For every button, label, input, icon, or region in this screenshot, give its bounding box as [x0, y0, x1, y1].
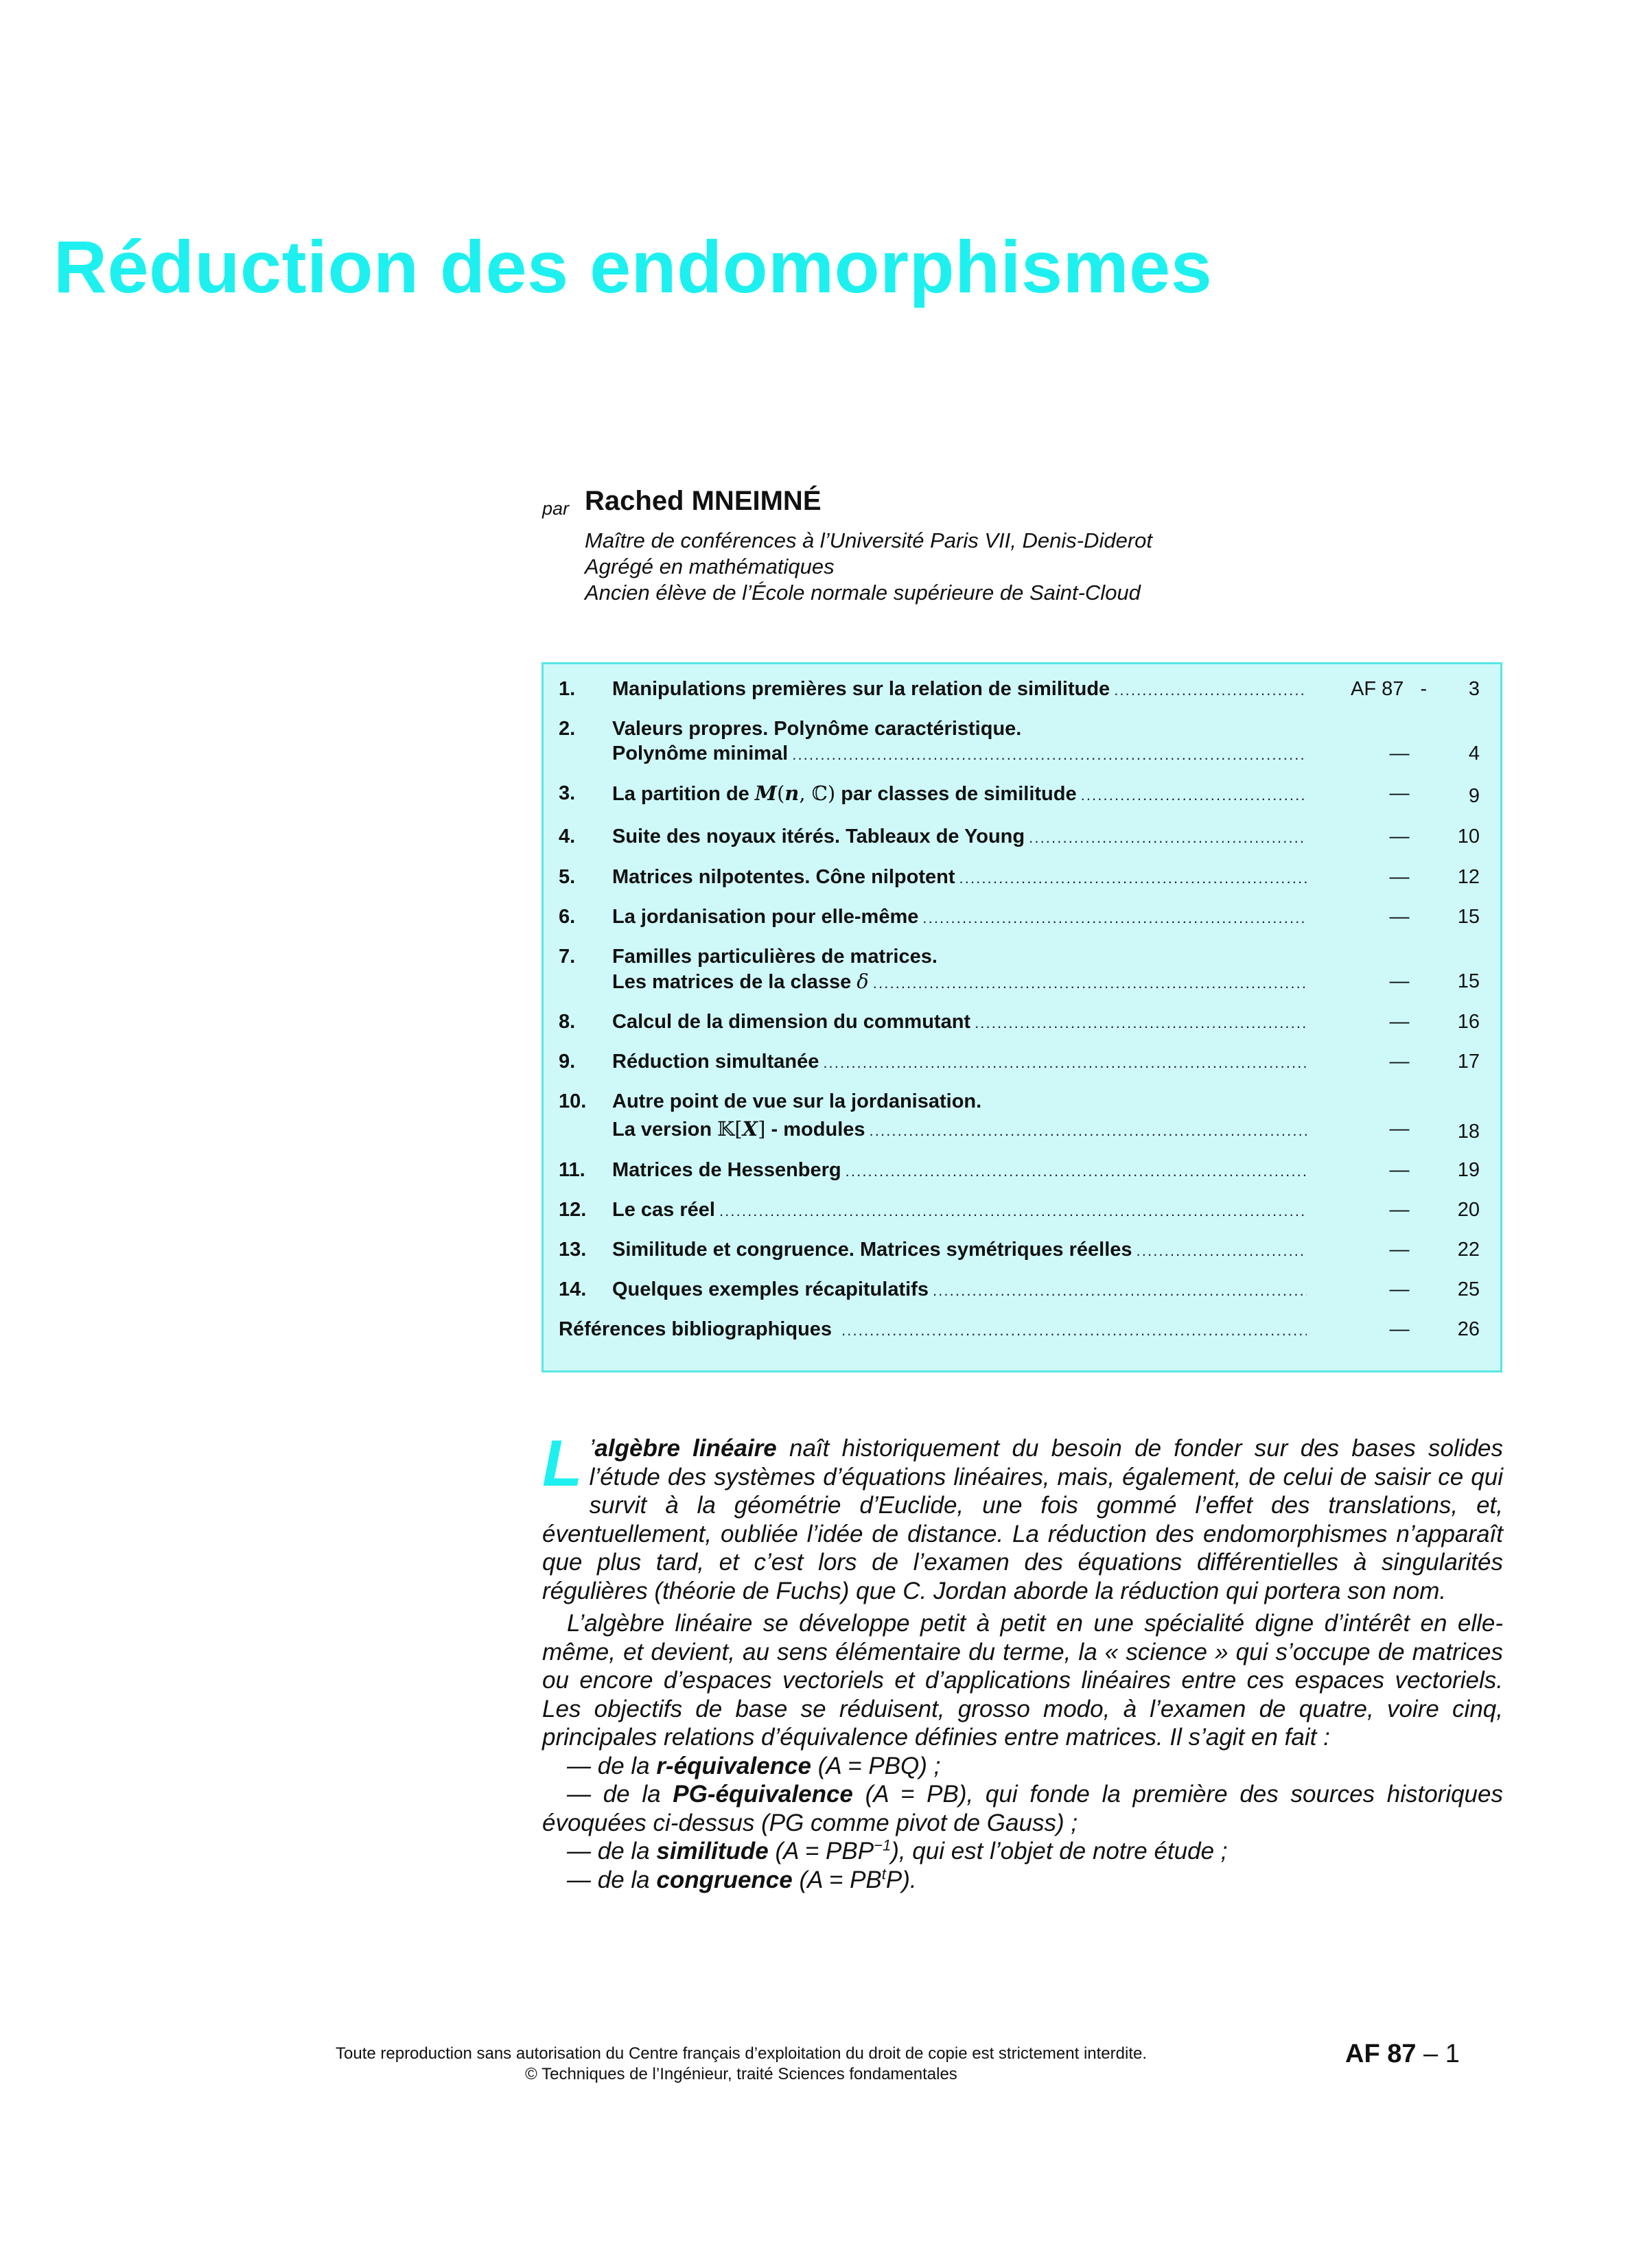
- toc-title: Polynôme minimal: [612, 743, 789, 764]
- toc-ref-dash: —: [1389, 1239, 1410, 1261]
- toc-dot-leader: [873, 971, 1307, 996]
- toc-title: Le cas réel: [612, 1199, 715, 1221]
- toc-ref-code: AF 87 -: [1351, 678, 1428, 700]
- copyright-line: Toute reproduction sans autorisation du Centre français d’exploitation du droit de copie est strictement interdite.: [336, 2044, 1147, 2063]
- toc-dot-leader: [933, 1278, 1307, 1303]
- toc-dot-leader: [1029, 826, 1307, 850]
- toc-title: Quelques exemples récapitulatifs: [612, 1278, 929, 1300]
- toc-number: 2.: [559, 718, 576, 740]
- toc-number: 10.: [559, 1090, 587, 1112]
- toc-dot-leader: [959, 866, 1307, 891]
- toc-page: 26: [1457, 1318, 1480, 1340]
- toc-title-line1: Familles particulières de matrices.: [612, 946, 938, 968]
- toc-ref-dash: —: [1389, 1199, 1410, 1221]
- toc-title-line1: Autre point de vue sur la jordanisation.: [612, 1090, 982, 1112]
- paragraph: L’algèbre linéaire se développe petit à petit en une spécialité digne d’intérêt en elle-même, et devient, au sens élémentaire du terme, la « science » qui s’occupe de matrices ou encore d’espaces vectoriels et d’applications linéaires entre ces espaces vectoriels. Les objectifs de base se réduisent, grosso modo, à l’examen de quatre, voire cinq, principales relations d’équivalence définies entre matrices. Il s’agit en fait :: [542, 1610, 1503, 1751]
- page-number-value: 1: [1445, 2039, 1460, 2068]
- toc-ref-dash: —: [1389, 970, 1410, 992]
- toc-number: 13.: [559, 1239, 587, 1261]
- toc-dot-leader: [823, 1051, 1307, 1075]
- toc-number: 8.: [559, 1011, 576, 1033]
- toc-number: 12.: [559, 1199, 587, 1221]
- toc-number: 9.: [559, 1051, 576, 1073]
- toc-title: La partition de M(n, ℂ) par classes de similitude: [612, 782, 1077, 805]
- toc-ref-dash: —: [1389, 826, 1410, 847]
- toc-title: La version 𝕂[X] - modules: [612, 1117, 865, 1141]
- toc-number: 14.: [559, 1278, 587, 1300]
- toc-title: Les matrices de la classe δ: [612, 970, 869, 993]
- toc-title: Réduction simultanée: [612, 1051, 819, 1073]
- toc-title: Suite des noyaux itérés. Tableaux de Young: [612, 826, 1025, 847]
- toc-ref-dash: —: [1389, 1118, 1410, 1140]
- toc-dot-leader: [841, 1318, 1307, 1343]
- toc-number: 6.: [559, 906, 576, 928]
- toc-title: Références bibliographiques: [559, 1318, 833, 1340]
- list-item: — de la PG-équivalence (A = PB), qui fonde la première des sources historiques évoquées ci-dessus (PG comme pivot de Gauss) ;: [542, 1781, 1503, 1836]
- author-affiliation: Ancien élève de l’École normale supérieure de Saint-Cloud: [585, 581, 1141, 605]
- toc-page: 3: [1468, 678, 1480, 700]
- toc-ref-dash: —: [1389, 1011, 1410, 1033]
- page-title: Réduction des endomorphismes: [54, 225, 1213, 308]
- toc-page: 19: [1457, 1159, 1480, 1181]
- toc-title: Matrices de Hessenberg: [612, 1159, 841, 1181]
- toc-title: Matrices nilpotentes. Cône nilpotent: [612, 866, 955, 888]
- toc-dot-leader: [922, 906, 1307, 931]
- toc-number: 4.: [559, 826, 576, 847]
- toc-title: Similitude et congruence. Matrices symétriques réelles: [612, 1239, 1132, 1261]
- author-affiliation: Agrégé en mathématiques: [585, 554, 835, 578]
- toc-page: 16: [1457, 1011, 1480, 1033]
- toc-number: 3.: [559, 782, 576, 804]
- toc-page: 10: [1457, 826, 1480, 847]
- toc-page: 22: [1457, 1239, 1480, 1261]
- toc-number: 1.: [559, 678, 576, 700]
- toc-page: 4: [1468, 743, 1480, 764]
- toc-page: 9: [1468, 785, 1480, 807]
- document-code: AF 87: [1345, 2039, 1417, 2068]
- copyright-line: © Techniques de l’Ingénieur, traité Sciences fondamentales: [525, 2065, 957, 2083]
- toc-ref-dash: —: [1389, 1051, 1410, 1073]
- author-affiliation: Maître de conférences à l’Université Paris VII, Denis-Diderot: [585, 528, 1152, 552]
- toc-dot-leader: [1081, 783, 1307, 808]
- drop-cap: L: [542, 1427, 583, 1500]
- toc-page: 12: [1457, 866, 1480, 888]
- body-text: [542, 1427, 1503, 1894]
- term-bold: algèbre linéaire: [594, 1435, 777, 1462]
- author-name: Rached MNEIMNÉ: [585, 486, 822, 516]
- toc-page: 17: [1457, 1051, 1480, 1073]
- toc-title-line1: Valeurs propres. Polynôme caractéristique.: [612, 718, 1022, 740]
- toc-number: 7.: [559, 946, 576, 968]
- toc-page: 18: [1457, 1121, 1480, 1143]
- list-item: — de la r-équivalence (A = PBQ) ;: [567, 1752, 941, 1779]
- toc-dot-leader: [975, 1011, 1307, 1036]
- toc-ref-dash: —: [1389, 906, 1410, 928]
- toc-ref-dash: —: [1389, 1159, 1410, 1181]
- toc-number: 11.: [559, 1159, 585, 1181]
- toc-ref-dash: —: [1389, 782, 1410, 804]
- toc-dot-leader: [846, 1159, 1307, 1184]
- toc-title: Manipulations premières sur la relation de similitude: [612, 678, 1110, 700]
- page-number: AF 87 – 1: [1345, 2039, 1460, 2068]
- toc-dot-leader: [1114, 678, 1307, 703]
- toc-page: 25: [1457, 1278, 1480, 1300]
- toc-dot-leader: [792, 743, 1307, 767]
- toc-title: Calcul de la dimension du commutant: [612, 1011, 971, 1033]
- toc-page: 20: [1457, 1199, 1480, 1221]
- toc-ref-dash: —: [1389, 1318, 1410, 1340]
- toc-title: La jordanisation pour elle-même: [612, 906, 919, 928]
- paragraph: L ’algèbre linéaire naît historiquement du besoin de fonder sur des bases solides l’étude des systèmes d’équations linéaires, mais, également, de celui de saisir ce qui survit à la géométrie d’Euclide, une fois gommé l’effet des translations, et, éventuellement, oubliée l’idée de distance. La réduction des endomorphismes n’apparaît que plus tard, et c’est lors de l’examen des équations différentielles à singularités régulières (théorie de Fuchs) que C. Jordan aborde la réduction qui portera son nom.: [542, 1427, 1503, 1604]
- toc-ref-dash: —: [1389, 743, 1410, 764]
- toc-dot-leader: [719, 1199, 1307, 1224]
- copyright-notice: [206, 2044, 1277, 2085]
- toc-page: 15: [1457, 906, 1480, 928]
- toc-dot-leader: [1137, 1239, 1307, 1263]
- toc-number: 5.: [559, 866, 576, 888]
- table-of-contents: [542, 662, 1502, 1372]
- list-item: — de la congruence $(A = PB^tP)$.: [567, 1864, 917, 1893]
- list-item: — de la similitude $(A = PBP^{-1})$, qui est l’objet de notre étude ;: [567, 1836, 1228, 1864]
- toc-dot-leader: [870, 1119, 1307, 1143]
- author-par: par: [542, 498, 570, 519]
- toc-ref-dash: —: [1389, 866, 1410, 888]
- toc-ref-dash: —: [1389, 1278, 1410, 1300]
- toc-page: 15: [1457, 970, 1480, 992]
